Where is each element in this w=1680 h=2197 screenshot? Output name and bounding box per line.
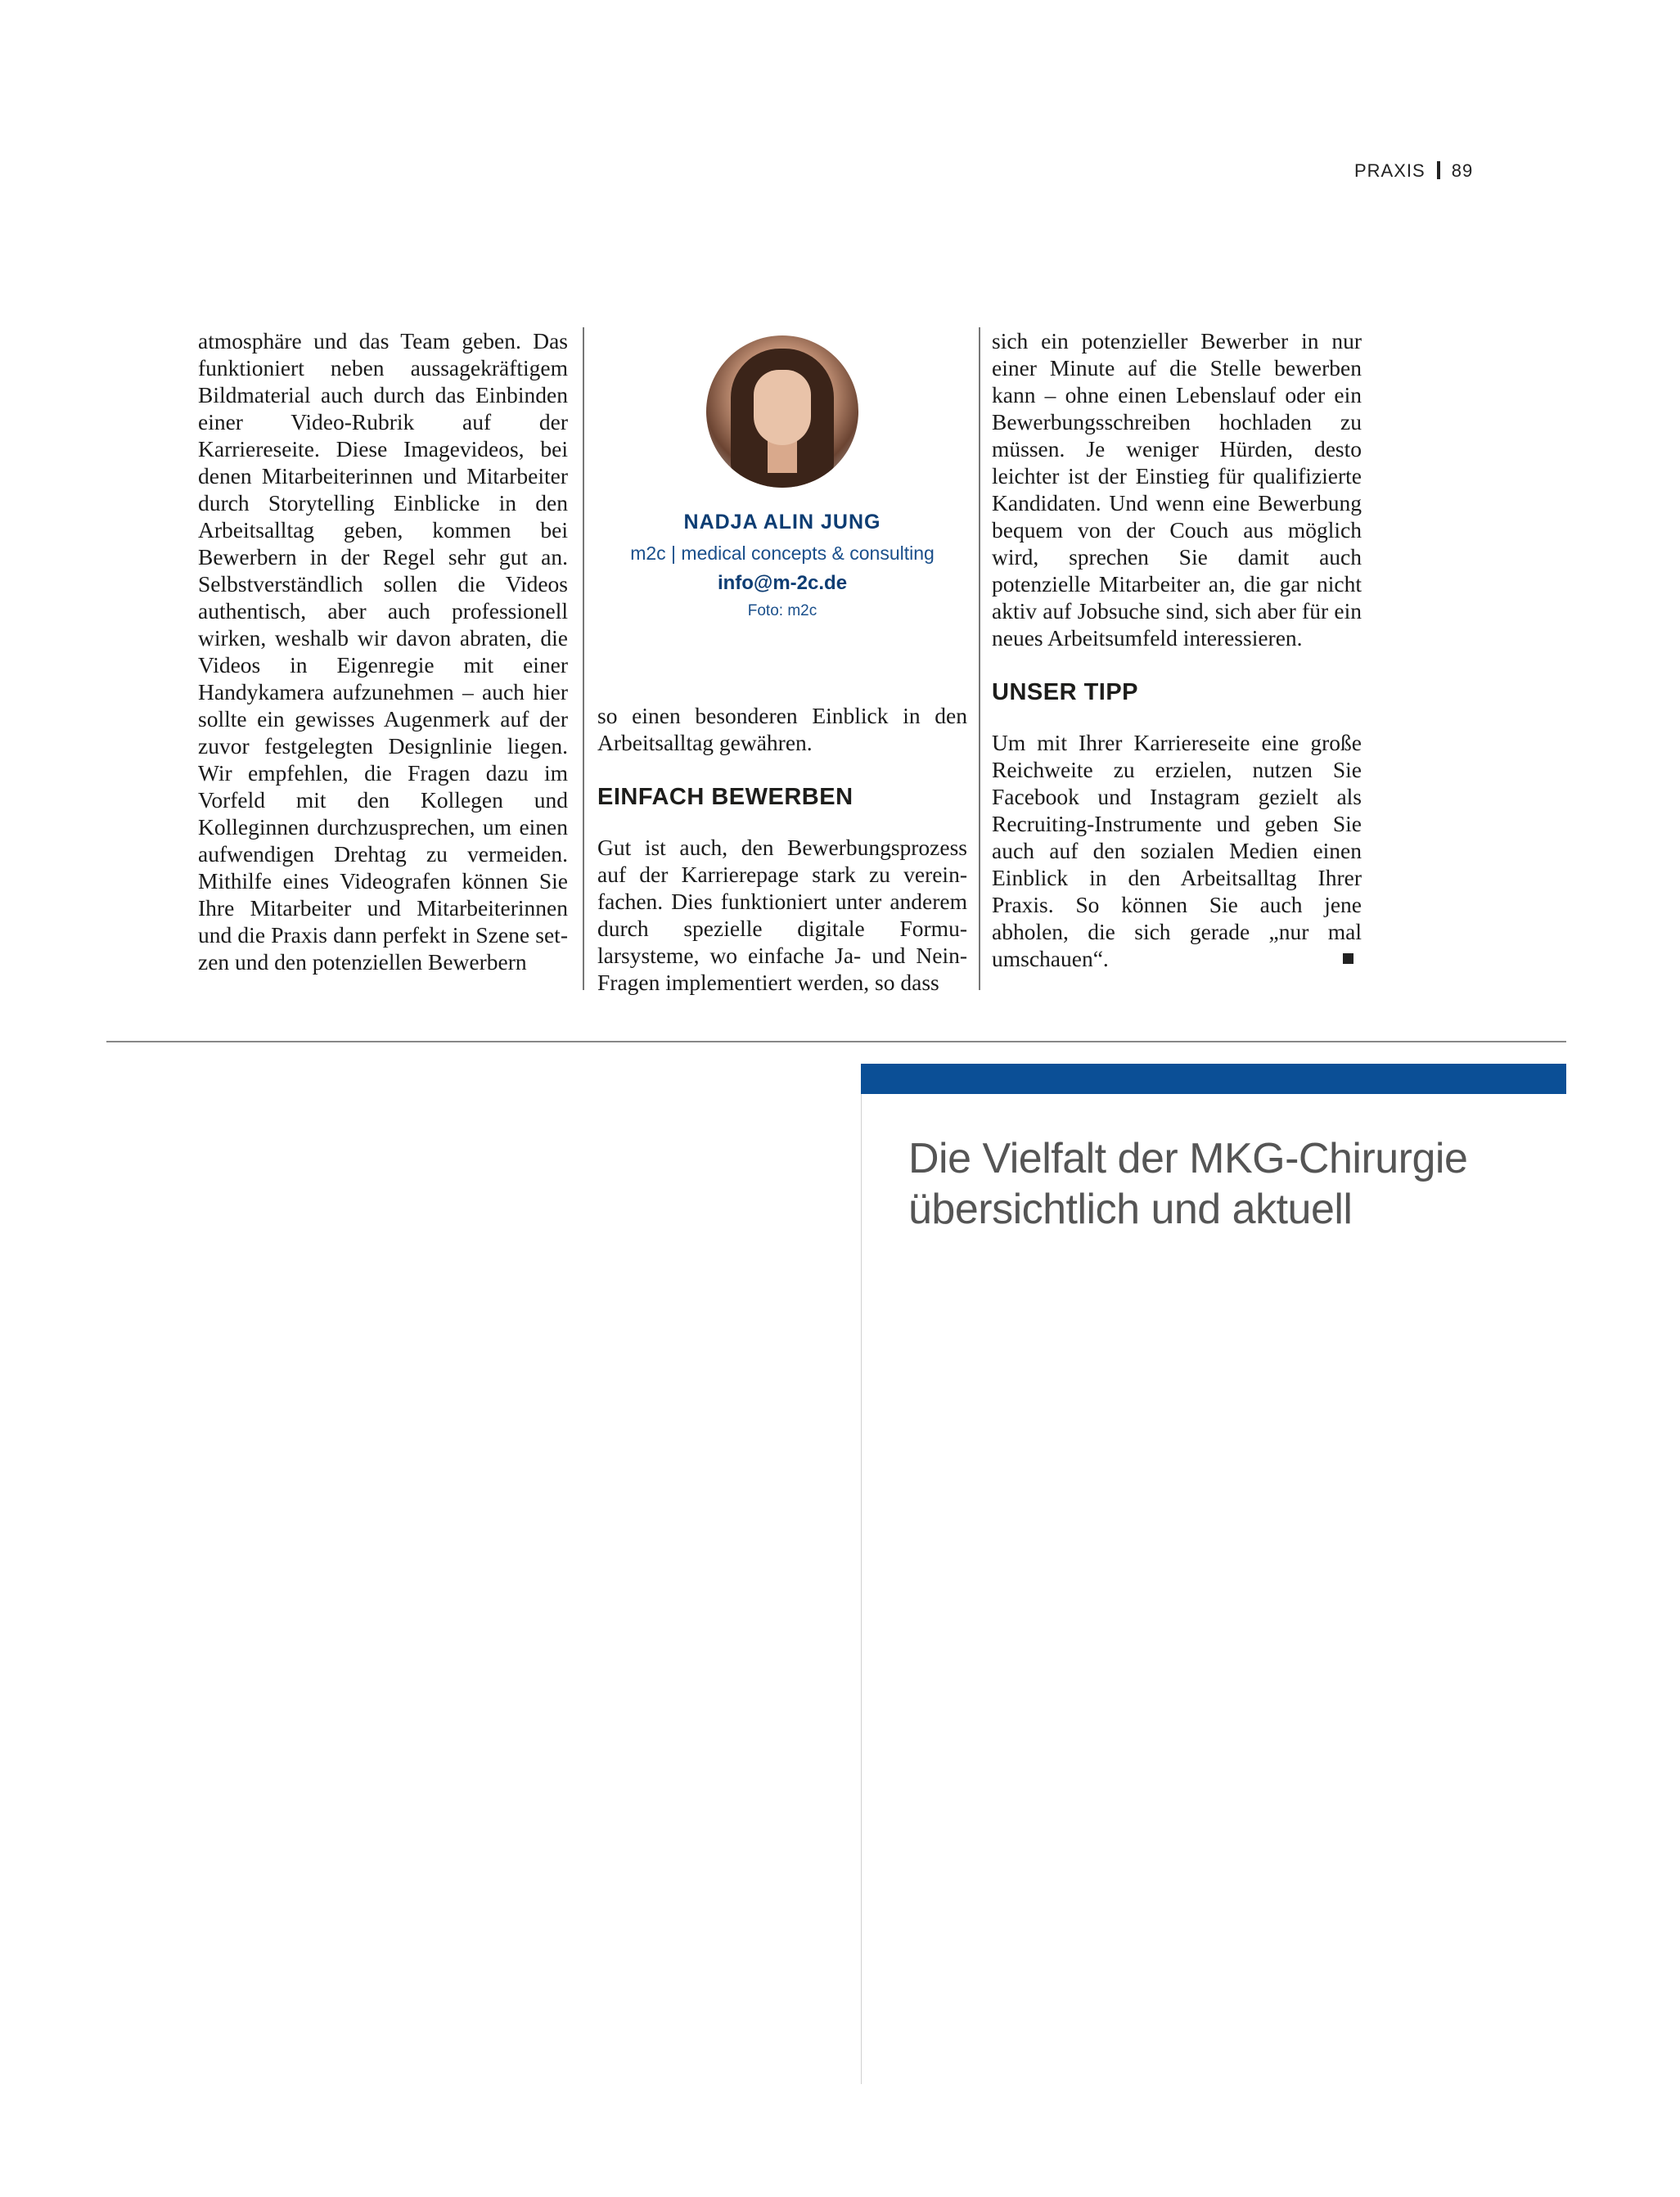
ad-title-line: Die Vielfalt der MKG-Chirurgie [908, 1135, 1468, 1182]
article-column-1 [198, 327, 568, 975]
photo-credit: Foto: m2c [747, 602, 817, 619]
ad-title [908, 1133, 1547, 1235]
closing-paragraph-text: Um mit Ihrer Karriereseite eine große Reichweite zu erzielen, nutzen Sie Facebook und Instagram gezielt als Recruiting-Instrumente und geben Sie auch auf den sozialen Medien einen Einblick in den Arbeitsalltag Ihrer Praxis. So können Sie auch jene abholen, die sich gerade „nur mal umschauen“. [992, 730, 1362, 971]
ad-border [861, 1094, 862, 2084]
section-label: PRAXIS [1354, 160, 1426, 181]
column-divider [979, 327, 980, 990]
section-heading: UNSER TIPP [992, 679, 1139, 705]
page-number: 89 [1451, 160, 1474, 181]
page-header [1354, 160, 1473, 182]
author-name: NADJA ALIN JUNG [683, 511, 881, 533]
author-avatar [706, 335, 858, 488]
body-paragraph: so einen besonderen Einblick in den Arbeitsalltag gewähren. [597, 703, 967, 755]
body-paragraph [992, 729, 1362, 972]
body-paragraph: Gut ist auch, den Bewerbungsprozess auf der Karrierepage stark zu vereinfachen. Dies funktioniert unter anderem durch spezielle digitale Formularsysteme, wo einfache Ja- und Nein-Fragen implementiert werden, so dass [597, 835, 967, 995]
article-column-3 [992, 327, 1362, 972]
author-company: m2c | medical concepts & consulting [630, 542, 935, 564]
horizontal-rule [106, 1041, 1566, 1042]
body-paragraph: sich ein potenzieller Bewerber in nur einer Minute auf die Stelle bewerben kann – ohne einen Lebenslauf oder ein Bewerbungsschreiben hochladen zu müssen. Je weniger Hürden, desto leichter ist der Einstieg für qualifizierte Kandidaten. Und wenn eine Bewerbung bequem von der Couch aus möglich wird, sprechen Sie damit auch potenzielle Mitarbeiter an, die gar nicht aktiv auf Jobsuche sind, sich aber für ein neues Arbeitsumfeld interessieren. [992, 328, 1362, 651]
column-divider [583, 327, 584, 990]
author-box [597, 335, 967, 620]
section-heading: EINFACH BEWERBEN [597, 784, 854, 810]
ad-accent-bar [861, 1064, 1566, 1094]
author-email[interactable]: info@m-2c.de [717, 572, 848, 594]
header-separator [1437, 161, 1440, 179]
ad-title-line: übersichtlich und aktuell [908, 1186, 1353, 1233]
body-paragraph: atmosphäre und das Team geben. Das funktioniert neben aussagekräftigem Bildmaterial auch durch das Einbinden einer Video-Rubrik auf der Karriereseite. Diese Imagevideos, bei denen Mitarbeiterinnen und Mitarbeiter durch Storytelling Einblicke in den Arbeitsalltag geben, kommen bei Bewerbern in der Regel sehr gut an. Selbstverständlich sollen die Videos authentisch, aber auch professionell wirken, weshalb wir davon abraten, die Videos in Eigenregie mit einer Handykamera aufzunehmen – auch hier sollte ein gewisses Augenmerk auf der zuvor festgelegten Designlinie liegen. Wir empfehlen, die Fragen dazu im Vorfeld mit den Kollegen und Kolleginnen durchzusprechen, um einen aufwendigen Drehtag zu vermeiden. Mithilfe eines Videografen können Sie Ihre Mitarbeiter und Mitarbeiterinnen und die Praxis dann perfekt in Szene setzen und den potenziellen Bewerbern [198, 328, 568, 975]
end-of-article-mark [1343, 953, 1353, 964]
article-column-2 [597, 702, 967, 996]
